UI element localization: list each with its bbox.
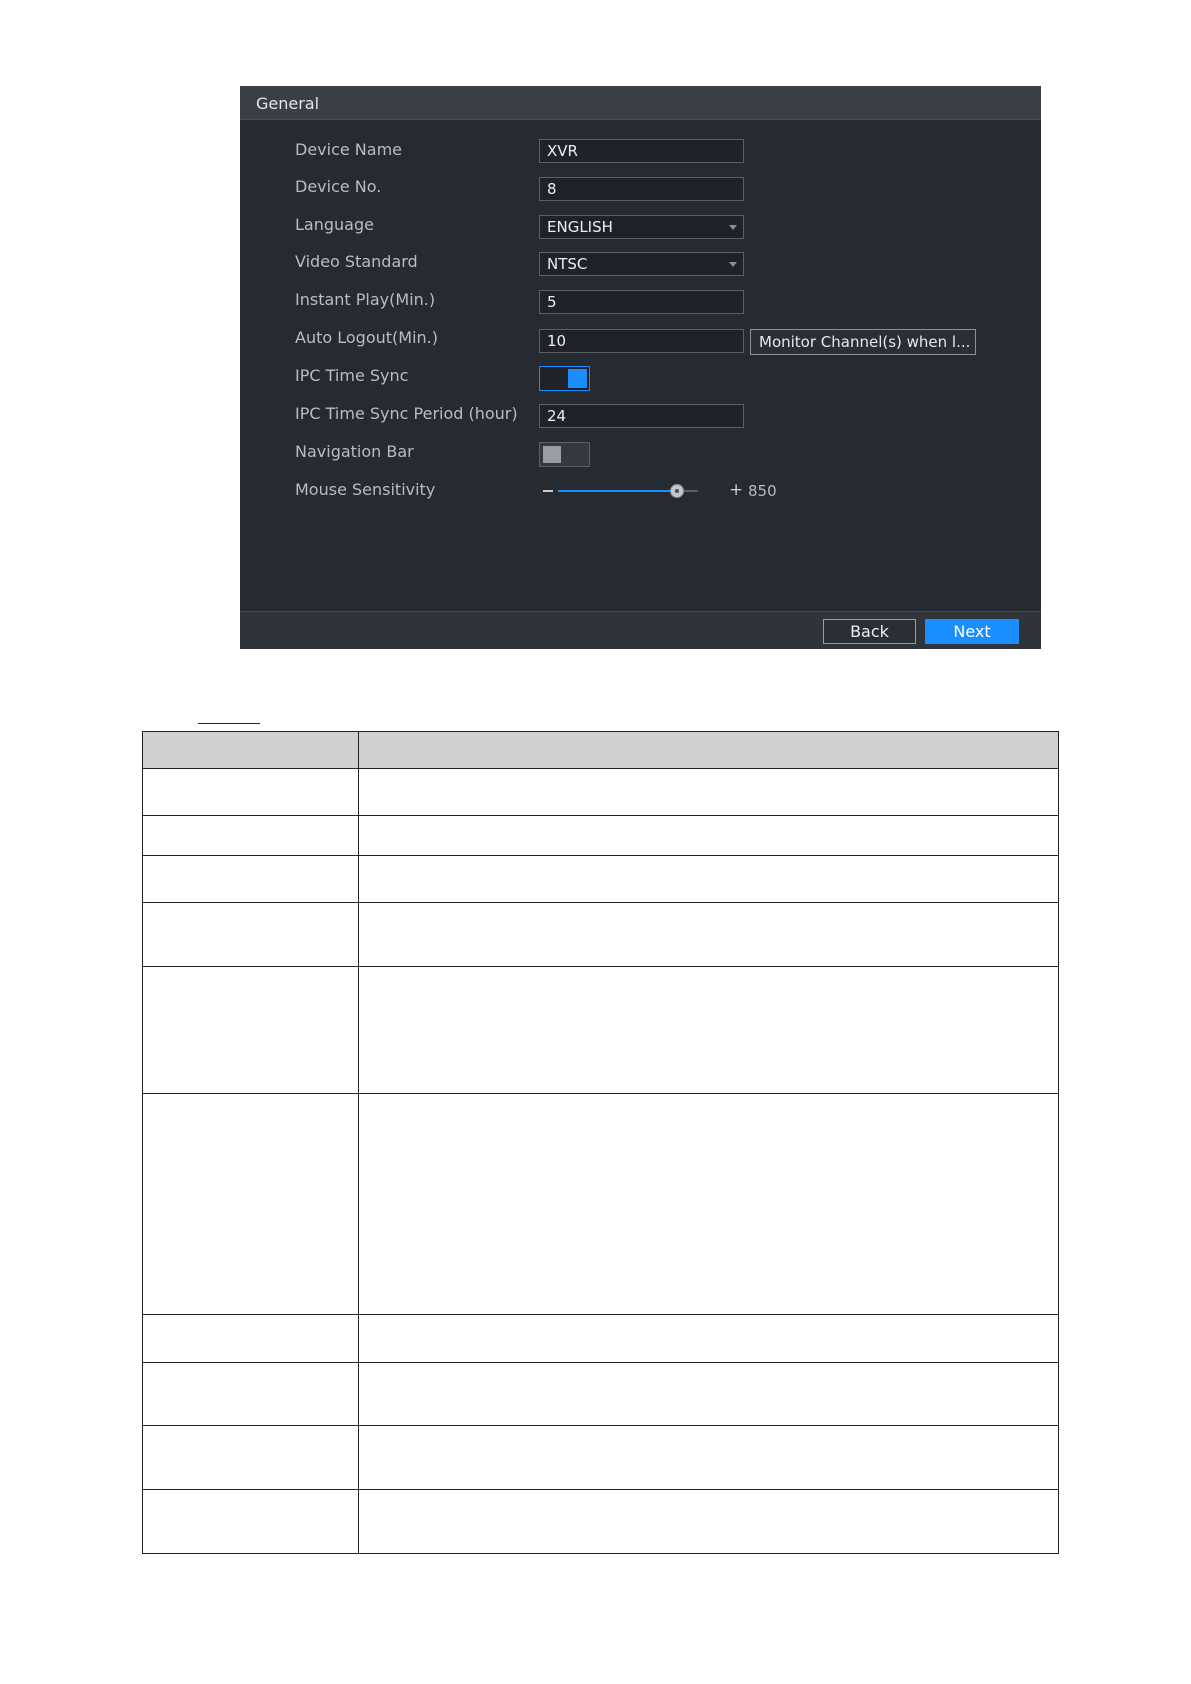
language-selected-value: ENGLISH <box>547 218 613 236</box>
general-settings-dialog <box>240 86 1041 649</box>
device-name-input[interactable]: XVR <box>539 139 744 163</box>
table-row <box>143 816 1059 856</box>
table-cell <box>143 1363 359 1426</box>
table-cell <box>359 1490 1059 1554</box>
mouse-sensitivity-value: 850 <box>748 482 777 500</box>
toggle-knob <box>568 369 587 388</box>
table-cell <box>359 967 1059 1094</box>
table-cell <box>359 1094 1059 1315</box>
dialog-title: General <box>256 94 320 113</box>
instant-play-label: Instant Play(Min.) <box>295 290 436 309</box>
language-dropdown[interactable] <box>539 215 744 239</box>
table-cell <box>359 1363 1059 1426</box>
ipc-time-sync-toggle[interactable] <box>539 366 590 391</box>
table-row <box>143 967 1059 1094</box>
chevron-down-icon <box>729 262 737 267</box>
language-label: Language <box>295 215 374 234</box>
video-standard-label: Video Standard <box>295 252 418 271</box>
ipc-time-sync-period-input[interactable]: 24 <box>539 404 744 428</box>
device-no-input[interactable]: 8 <box>539 177 744 201</box>
table-row <box>143 1490 1059 1554</box>
device-no-label: Device No. <box>295 177 382 196</box>
parameter-table <box>142 731 1059 1554</box>
navigation-bar-toggle[interactable] <box>539 442 590 467</box>
table-cell <box>143 1094 359 1315</box>
table-header-cell-parameter <box>143 732 359 769</box>
table-cell <box>143 1490 359 1554</box>
table-cell <box>143 967 359 1094</box>
mouse-sensitivity-label: Mouse Sensitivity <box>295 480 436 499</box>
minus-icon[interactable] <box>543 490 553 492</box>
table-cell <box>359 1426 1059 1490</box>
table-row <box>143 769 1059 816</box>
table-row <box>143 1315 1059 1363</box>
table-header-row <box>143 732 1059 769</box>
plus-icon[interactable]: + <box>729 480 744 500</box>
dialog-footer <box>240 611 1041 649</box>
ipc-time-sync-label: IPC Time Sync <box>295 366 409 385</box>
navigation-bar-label: Navigation Bar <box>295 442 414 461</box>
chevron-down-icon <box>729 225 737 230</box>
table-row <box>143 856 1059 903</box>
table-cell <box>359 1315 1059 1363</box>
table-row <box>143 1094 1059 1315</box>
table-cell <box>143 769 359 816</box>
table-row <box>143 1426 1059 1490</box>
table-cell <box>143 816 359 856</box>
dialog-title-bar <box>240 86 1041 120</box>
table-caption-underline <box>198 723 260 724</box>
auto-logout-input[interactable]: 10 <box>539 329 744 353</box>
mouse-sensitivity-slider[interactable] <box>558 490 698 492</box>
table-cell <box>359 903 1059 967</box>
device-name-label: Device Name <box>295 140 403 159</box>
slider-handle[interactable] <box>670 484 684 498</box>
table-cell <box>143 856 359 903</box>
table-cell <box>359 856 1059 903</box>
table-row <box>143 1363 1059 1426</box>
table-row <box>143 903 1059 967</box>
monitor-channels-button[interactable]: Monitor Channel(s) when l... <box>750 329 976 355</box>
auto-logout-label: Auto Logout(Min.) <box>295 328 438 347</box>
toggle-knob <box>543 446 561 463</box>
table-cell <box>143 903 359 967</box>
table-cell <box>143 1315 359 1363</box>
ipc-time-sync-period-label: IPC Time Sync Period (hour) <box>295 404 518 423</box>
instant-play-input[interactable]: 5 <box>539 290 744 314</box>
table-header-cell-description <box>359 732 1059 769</box>
next-button[interactable]: Next <box>925 619 1019 644</box>
table-cell <box>359 769 1059 816</box>
back-button[interactable]: Back <box>823 619 916 644</box>
slider-fill <box>558 490 677 492</box>
table-cell <box>359 816 1059 856</box>
table-cell <box>143 1426 359 1490</box>
video-standard-selected-value: NTSC <box>547 255 588 273</box>
video-standard-dropdown[interactable] <box>539 252 744 276</box>
